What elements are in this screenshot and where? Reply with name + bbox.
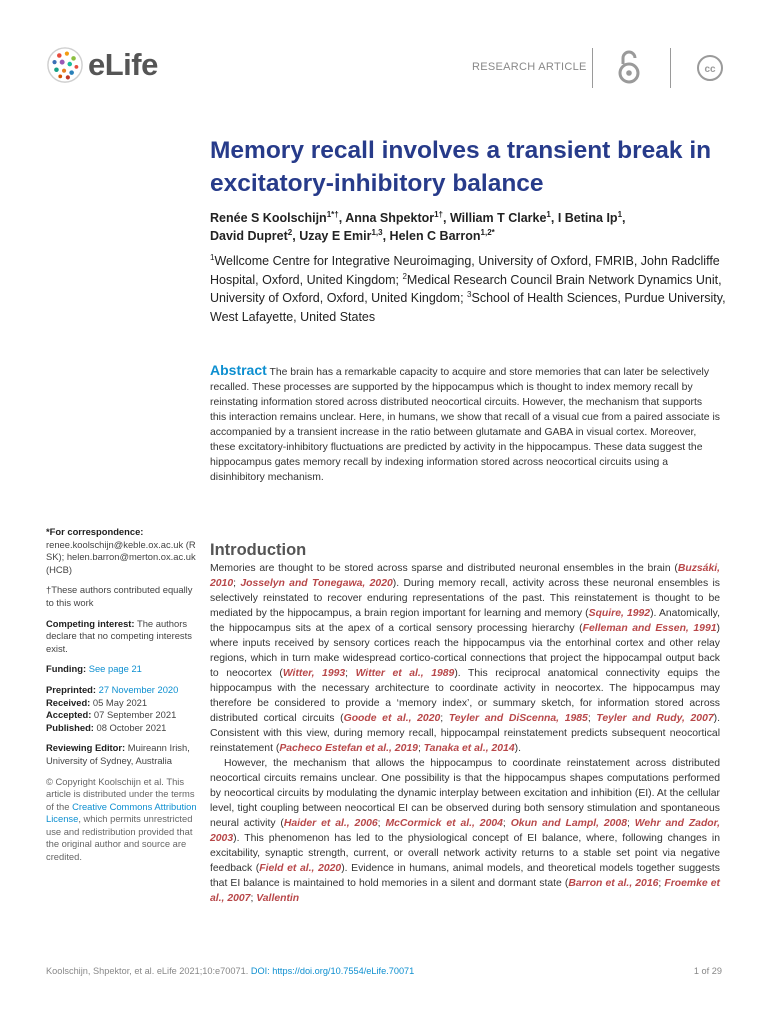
author-affiliation-marker: 1 (617, 209, 623, 219)
header-divider (670, 48, 671, 88)
competing-interest-text: The authors declare that no competing interests exist. (46, 617, 192, 654)
accepted-label: Accepted: (46, 709, 92, 721)
body-text-run: ; (440, 713, 449, 724)
citation-link[interactable]: Okun and Lampl, 2008 (510, 818, 627, 829)
reviewing-editor-label: Reviewing Editor: (46, 742, 126, 754)
article-type-label: RESEARCH ARTICLE (472, 61, 587, 73)
affiliation-text: Wellcome Centre for Integrative Neuroimaging, University of Oxford, FMRIB, John Radcliffe Hospital, Oxford, United Kingdom; (210, 254, 720, 287)
footer-citation: Koolschijn, Shpektor, et al. eLife 2021;10:e70071. (46, 966, 251, 976)
affiliation-marker: 2 (402, 271, 407, 281)
body-text-run: ; (345, 668, 356, 679)
body-text-run: ) where inputs received by sensory cortices reach the hippocampus via the entorhinal cortex and other relay regions, which in turn make widespread cortico-cortical connections that project the hippocampal output back to neocortex ( (210, 623, 720, 679)
body-text-run: ). This phenomenon has led to the physiological concept of EI balance, where, following changes in excitability, synaptic strength, current, or overall network activity returns to a stable set point via negative feedback ( (210, 833, 720, 874)
author-name[interactable]: Anna Shpektor (345, 211, 435, 225)
introduction-body (210, 561, 720, 906)
accepted-date: 07 September 2021 (91, 709, 177, 721)
body-text-run: ; (417, 743, 424, 754)
author-affiliation-marker: 1† (434, 209, 444, 219)
equal-contribution-note: †These authors contributed equally to this work (46, 584, 193, 608)
published-date: 08 October 2021 (93, 721, 167, 733)
citation-link[interactable]: Tanaka et al., 2014 (423, 743, 515, 754)
competing-interest-label: Competing interest: (46, 617, 135, 629)
body-paragraph (210, 561, 720, 756)
preprinted-link[interactable]: 27 November 2020 (98, 683, 179, 695)
body-text-run: ). Anatomically, the hippocampus sits at the apex of a cortical sensory processing hierarchy ( (210, 608, 720, 634)
author-name[interactable]: William T Clarke (449, 211, 547, 225)
author-name[interactable]: I Betina Ip (557, 211, 618, 225)
author-name[interactable]: Helen C Barron (389, 229, 481, 243)
citation-link[interactable]: McCormick et al., 2004 (385, 818, 503, 829)
article-info-sidebar (46, 526, 198, 872)
citation-link[interactable]: Squire, 1992 (588, 608, 651, 619)
article-title: Memory recall involves a transient break in excitatory-inhibitory balance (210, 137, 712, 197)
body-text-run: ; (250, 893, 257, 904)
body-text-run: ; (502, 818, 511, 829)
body-text-run: ; (627, 818, 635, 829)
citation-link[interactable]: Witter, 1993 (282, 668, 346, 679)
competing-interest-block (46, 618, 198, 656)
body-text-run: ). During memory recall, activity across these neuronal ensembles is selectively reinstated to recover enduring representations of the past. This reinstatement is thought to be mediated by the hippocampus, a brain region important for learning and memory ( (210, 578, 721, 619)
elife-logo[interactable] (46, 46, 158, 84)
elife-logo-icon (46, 46, 84, 84)
author-affiliation-marker: 1 (546, 209, 551, 219)
author-name[interactable]: David Dupret (210, 229, 288, 243)
body-text-run: ; (377, 818, 386, 829)
open-access-icon[interactable] (615, 48, 643, 86)
citation-link[interactable]: Field et al., 2020 (259, 863, 342, 874)
citation-link[interactable]: Haider et al., 2006 (283, 818, 378, 829)
affiliation-text: Medical Research Council Brain Network Dynamics Unit, University of Oxford, Oxford, United Kingdom; (210, 272, 722, 305)
author-affiliation-marker: 1*† (326, 209, 339, 219)
affiliation-marker: 3 (467, 289, 472, 299)
correspondence-emails[interactable]: renee.koolschijn@keble.ox.ac.uk (RSK); helen.barron@merton.ox.ac.uk (HCB) (46, 538, 196, 575)
copyright-tail: , which permits unrestricted use and redistribution provided that the original author and source are credited. (46, 813, 193, 863)
introduction-heading: Introduction (210, 541, 307, 559)
abstract-heading: Abstract (210, 362, 267, 378)
body-text-run: ; (658, 878, 665, 889)
author-list: Renée S Koolschijn$^{1*\dagger}$, Anna Shpektor$^{1\dagger}$, William T Clarke$^1$, I Betina Ip$^1$, David Dupret$^2$, Uzay E Emir$^{1,3}$, Helen C Barron$^{1,2*}$ (210, 209, 626, 243)
author-affiliation-marker: 1,3 (371, 227, 383, 237)
received-label: Received: (46, 696, 91, 708)
reviewing-editor-value: Muireann Irish, University of Sydney, Australia (46, 742, 190, 766)
body-text-run: ). (514, 743, 521, 754)
citation-link[interactable]: Teyler and Rudy, 2007 (596, 713, 714, 724)
affiliation-list (210, 252, 730, 326)
received-date: 05 May 2021 (90, 696, 148, 708)
page-header (0, 0, 768, 120)
correspondence-block (46, 526, 198, 576)
copyright-text: © Copyright Koolschijn et al. This article is distributed under the terms of the (46, 775, 195, 812)
citation-link[interactable]: Teyler and DiScenna, 1985 (448, 713, 588, 724)
preprinted-label: Preprinted: (46, 683, 97, 695)
header-divider (592, 48, 593, 88)
author-name[interactable]: Uzay E Emir (299, 229, 372, 243)
page-number: 1 of 29 (693, 966, 722, 976)
affiliation-text: School of Health Sciences, Purdue University, West Lafayette, United States (210, 291, 726, 324)
citation-link[interactable]: Froemke et al., 2007 (210, 878, 720, 904)
citation-link[interactable]: Barron et al., 2016 (568, 878, 659, 889)
funding-link[interactable]: See page 21 (88, 663, 142, 675)
body-text-run: ). Consistent with this view, during memory recall, hippocampal reinstatement predicts subsequent neocortical reinstatement ( (210, 713, 720, 754)
doi-link[interactable]: DOI: https://doi.org/10.7554/eLife.70071 (250, 966, 415, 976)
body-text-run: Memories are thought to be stored across sparse and distributed neuronal ensembles in the brain ( (210, 563, 678, 574)
body-text-run: ). This reciprocal anatomical connectivity equips the hippocampus with the necessary architecture to coordinate activity in neocortex. The hippocampus may therefore be considered to provide a ‘memory index’, or summary sketch, for information stored across distributed cortical circuits ( (210, 668, 720, 724)
funding-label: Funding: (46, 663, 87, 675)
author-affiliation-marker: 2 (287, 227, 293, 237)
citation-link[interactable]: Goode et al., 2020 (343, 713, 441, 724)
abstract-text: The brain has a remarkable capacity to acquire and store memories that can later be selectively recalled. These processes are supported by the hippocampus which is thought to index memory recall by reinstating information stored across distributed neocortical circuits. However, the mechanism that supports this interaction remains unclear. Here, in humans, we show that recall of a visual cue from a paired associate is accompanied by a transient increase in the ratio between glutamate and GABA in visual cortex. Moreover, these excitatory-inhibitory fluctuations are predicted by activity in the hippocampus. These data suggest the hippocampus gates memory recall by indexing information stored across neocortical circuits using a disinhibitory mechanism. (210, 367, 720, 483)
published-label: Published: (46, 721, 94, 733)
author-name[interactable]: Renée S Koolschijn (210, 211, 327, 225)
citation-link[interactable]: Vallentin (256, 893, 300, 904)
correspondence-label: *For correspondence: (46, 526, 144, 537)
body-text-run: ). Evidence in humans, animal models, and theoretical models together suggests that EI balance is maintained to hold memories in a silent and dormant state ( (210, 863, 720, 889)
citation-link[interactable]: Josselyn and Tonegawa, 2020 (240, 578, 393, 589)
dates-block (46, 684, 198, 734)
abstract (210, 363, 720, 485)
funding-block (46, 663, 198, 676)
copyright-block (46, 776, 198, 864)
citation-link[interactable]: Felleman and Essen, 1991 (582, 623, 717, 634)
license-link[interactable]: Creative Commons Attribution License (46, 800, 197, 825)
body-text-run: ; (587, 713, 597, 724)
affiliation-marker: 1 (210, 252, 215, 262)
citation-link[interactable]: Wehr and Zador, 2003 (210, 818, 720, 844)
body-paragraph (210, 756, 720, 906)
citation-link[interactable]: Buzsáki, 2010 (210, 563, 720, 589)
body-text-run: ; (233, 578, 241, 589)
citation-link[interactable]: Witter et al., 1989 (355, 668, 455, 679)
author-affiliation-marker: 1,2* (480, 227, 495, 237)
elife-logo-text: eLife (88, 47, 158, 82)
svg-text:cc: cc (704, 64, 716, 75)
body-text-run: However, the mechanism that allows the hippocampus to coordinate reinstatement across distributed neocortical circuits remains unclear. One possibility is that the hippocampus shapes computations performed by neocortical circuits by modulating the dynamic interplay between excitation and inhibition (EI). At the cellular level, tight coupling between neocortical EI can be observed during both sensory stimulation and spontaneous neural activity ( (210, 758, 720, 829)
reviewing-editor-block (46, 742, 198, 767)
page-footer (46, 966, 722, 976)
creative-commons-icon[interactable] (696, 54, 724, 82)
citation-link[interactable]: Pacheco Estefan et al., 2019 (279, 743, 418, 754)
